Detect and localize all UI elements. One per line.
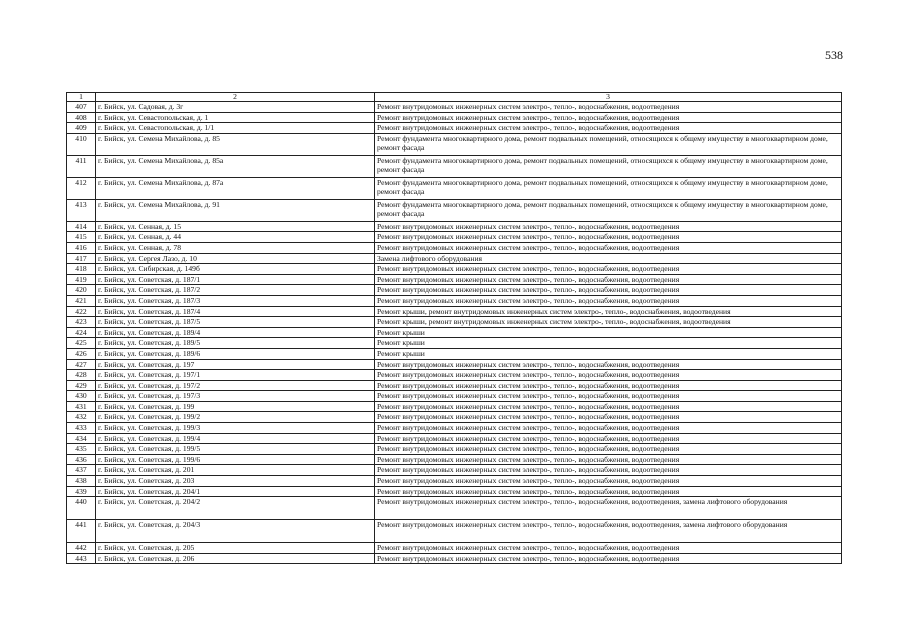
table-row <box>67 253 842 264</box>
repair-register-table <box>66 92 842 564</box>
address-cell: г. Бийск, ул. Советская, д. 201 <box>96 465 375 476</box>
work-type-cell: Ремонт внутридомовых инженерных систем электро-, тепло-, водоснабжения, водоотведения <box>375 465 842 476</box>
table-row <box>67 497 842 520</box>
address-cell: г. Бийск, ул. Семена Михайлова, д. 85 <box>96 133 375 155</box>
table-row <box>67 295 842 306</box>
table-row <box>67 401 842 412</box>
table-row <box>67 133 842 155</box>
row-number-cell: 412 <box>67 177 96 199</box>
table-row <box>67 520 842 543</box>
table-row <box>67 264 842 275</box>
row-number-cell: 433 <box>67 423 96 434</box>
work-type-cell: Ремонт фундамента многоквартирного дома, ремонт подвальных помещений, относящихся к общему имуществу в многоквартирном доме, ремонт фасада <box>375 155 842 177</box>
row-number-cell: 443 <box>67 553 96 564</box>
work-type-cell: Ремонт внутридомовых инженерных систем электро-, тепло-, водоснабжения, водоотведения <box>375 242 842 253</box>
table-row <box>67 285 842 296</box>
table-row <box>67 327 842 338</box>
row-number-cell: 418 <box>67 264 96 275</box>
address-cell: г. Бийск, ул. Советская, д. 189/4 <box>96 327 375 338</box>
address-cell: г. Бийск, ул. Семена Михайлова, д. 91 <box>96 199 375 221</box>
work-type-cell: Ремонт внутридомовых инженерных систем электро-, тепло-, водоснабжения, водоотведения <box>375 476 842 487</box>
row-number-cell: 407 <box>67 102 96 113</box>
address-cell: г. Бийск, ул. Советская, д. 187/1 <box>96 274 375 285</box>
work-type-cell: Ремонт внутридомовых инженерных систем электро-, тепло-, водоснабжения, водоотведения <box>375 486 842 497</box>
row-number-cell: 434 <box>67 433 96 444</box>
work-type-cell: Ремонт крыши <box>375 338 842 349</box>
work-type-cell: Ремонт внутридомовых инженерных систем электро-, тепло-, водоснабжения, водоотведения <box>375 285 842 296</box>
table-row <box>67 102 842 113</box>
work-type-cell: Ремонт внутридомовых инженерных систем электро-, тепло-, водоснабжения, водоотведения <box>375 221 842 232</box>
work-type-cell: Ремонт внутридомовых инженерных систем электро-, тепло-, водоснабжения, водоотведения <box>375 454 842 465</box>
row-number-cell: 409 <box>67 123 96 134</box>
row-number-cell: 424 <box>67 327 96 338</box>
address-cell: г. Бийск, ул. Советская, д. 199/3 <box>96 423 375 434</box>
address-cell: г. Бийск, ул. Советская, д. 205 <box>96 543 375 554</box>
address-cell: г. Бийск, ул. Семена Михайлова, д. 85а <box>96 155 375 177</box>
address-cell: г. Бийск, ул. Севастопольская, д. 1 <box>96 112 375 123</box>
row-number-cell: 431 <box>67 401 96 412</box>
row-number-cell: 413 <box>67 199 96 221</box>
work-type-cell: Ремонт крыши, ремонт внутридомовых инженерных систем электро-, тепло-, водоснабжения, водоотведения <box>375 317 842 328</box>
work-type-cell: Ремонт внутридомовых инженерных систем электро-, тепло-, водоснабжения, водоотведения <box>375 444 842 455</box>
work-type-cell: Ремонт фундамента многоквартирного дома, ремонт подвальных помещений, относящихся к общему имуществу в многоквартирном доме, ремонт фасада <box>375 133 842 155</box>
row-number-cell: 427 <box>67 359 96 370</box>
work-type-cell: Ремонт фундамента многоквартирного дома, ремонт подвальных помещений, относящихся к общему имуществу в многоквартирном доме, ремонт фасада <box>375 177 842 199</box>
row-number-cell: 416 <box>67 242 96 253</box>
row-number-cell: 415 <box>67 232 96 243</box>
row-number-cell: 421 <box>67 295 96 306</box>
address-cell: г. Бийск, ул. Советская, д. 187/2 <box>96 285 375 296</box>
row-number-cell: 429 <box>67 380 96 391</box>
address-cell: г. Бийск, ул. Советская, д. 199/2 <box>96 412 375 423</box>
table-row <box>67 391 842 402</box>
row-number-cell: 426 <box>67 348 96 359</box>
work-type-cell: Ремонт внутридомовых инженерных систем электро-, тепло-, водоснабжения, водоотведения <box>375 543 842 554</box>
table-row <box>67 348 842 359</box>
table-row <box>67 433 842 444</box>
address-cell: г. Бийск, ул. Садовая, д. 3г <box>96 102 375 113</box>
column-header-address: 2 <box>96 93 375 102</box>
work-type-cell: Ремонт внутридомовых инженерных систем электро-, тепло-, водоснабжения, водоотведения <box>375 274 842 285</box>
work-type-cell: Ремонт внутридомовых инженерных систем электро-, тепло-, водоснабжения, водоотведения, замена лифтового оборудования <box>375 497 842 520</box>
row-number-cell: 437 <box>67 465 96 476</box>
page-number: 538 <box>825 48 843 62</box>
work-type-cell: Ремонт внутридомовых инженерных систем электро-, тепло-, водоснабжения, водоотведения <box>375 295 842 306</box>
row-number-cell: 408 <box>67 112 96 123</box>
address-cell: г. Бийск, ул. Советская, д. 204/1 <box>96 486 375 497</box>
row-number-cell: 436 <box>67 454 96 465</box>
work-type-cell: Ремонт внутридомовых инженерных систем электро-, тепло-, водоснабжения, водоотведения <box>375 102 842 113</box>
address-cell: г. Бийск, ул. Советская, д. 204/2 <box>96 497 375 520</box>
address-cell: г. Бийск, ул. Советская, д. 189/5 <box>96 338 375 349</box>
table-header-row <box>67 93 842 102</box>
row-number-cell: 439 <box>67 486 96 497</box>
table-row <box>67 274 842 285</box>
work-type-cell: Ремонт крыши, ремонт внутридомовых инженерных систем электро-, тепло-, водоснабжения, водоотведения <box>375 306 842 317</box>
address-cell: г. Бийск, ул. Советская, д. 197/3 <box>96 391 375 402</box>
row-number-cell: 441 <box>67 520 96 543</box>
table-row <box>67 370 842 381</box>
address-cell: г. Бийск, ул. Советская, д. 199 <box>96 401 375 412</box>
table-row <box>67 444 842 455</box>
work-type-cell: Ремонт внутридомовых инженерных систем электро-, тепло-, водоснабжения, водоотведения <box>375 412 842 423</box>
address-cell: г. Бийск, ул. Советская, д. 197/2 <box>96 380 375 391</box>
table-row <box>67 359 842 370</box>
work-type-cell: Ремонт внутридомовых инженерных систем электро-, тепло-, водоснабжения, водоотведения <box>375 401 842 412</box>
work-type-cell: Ремонт внутридомовых инженерных систем электро-, тепло-, водоснабжения, водоотведения <box>375 370 842 381</box>
table-row <box>67 177 842 199</box>
table-row <box>67 380 842 391</box>
row-number-cell: 423 <box>67 317 96 328</box>
table-row <box>67 412 842 423</box>
row-number-cell: 428 <box>67 370 96 381</box>
address-cell: г. Бийск, ул. Советская, д. 203 <box>96 476 375 487</box>
row-number-cell: 435 <box>67 444 96 455</box>
row-number-cell: 430 <box>67 391 96 402</box>
work-type-cell: Ремонт внутридомовых инженерных систем электро-, тепло-, водоснабжения, водоотведения <box>375 553 842 564</box>
row-number-cell: 432 <box>67 412 96 423</box>
table-row <box>67 543 842 554</box>
work-type-cell: Ремонт внутридомовых инженерных систем электро-, тепло-, водоснабжения, водоотведения <box>375 232 842 243</box>
row-number-cell: 420 <box>67 285 96 296</box>
table-row <box>67 486 842 497</box>
work-type-cell: Ремонт внутридомовых инженерных систем электро-, тепло-, водоснабжения, водоотведения <box>375 391 842 402</box>
table-row <box>67 123 842 134</box>
work-type-cell: Ремонт внутридомовых инженерных систем электро-, тепло-, водоснабжения, водоотведения <box>375 380 842 391</box>
work-type-cell: Ремонт внутридомовых инженерных систем электро-, тепло-, водоснабжения, водоотведения <box>375 112 842 123</box>
row-number-cell: 440 <box>67 497 96 520</box>
address-cell: г. Бийск, ул. Советская, д. 199/5 <box>96 444 375 455</box>
table-row <box>67 423 842 434</box>
address-cell: г. Бийск, ул. Советская, д. 189/6 <box>96 348 375 359</box>
address-cell: г. Бийск, ул. Сенная, д. 78 <box>96 242 375 253</box>
table-row <box>67 242 842 253</box>
work-type-cell: Ремонт внутридомовых инженерных систем электро-, тепло-, водоснабжения, водоотведения <box>375 264 842 275</box>
row-number-cell: 422 <box>67 306 96 317</box>
work-type-cell: Ремонт фундамента многоквартирного дома, ремонт подвальных помещений, относящихся к общему имуществу в многоквартирном доме, ремонт фасада <box>375 199 842 221</box>
row-number-cell: 417 <box>67 253 96 264</box>
row-number-cell: 438 <box>67 476 96 487</box>
work-type-cell: Замена лифтового оборудования <box>375 253 842 264</box>
address-cell: г. Бийск, ул. Сенная, д. 44 <box>96 232 375 243</box>
work-type-cell: Ремонт внутридомовых инженерных систем электро-, тепло-, водоснабжения, водоотведения <box>375 359 842 370</box>
work-type-cell: Ремонт внутридомовых инженерных систем электро-, тепло-, водоснабжения, водоотведения <box>375 423 842 434</box>
table-row <box>67 454 842 465</box>
address-cell: г. Бийск, ул. Советская, д. 206 <box>96 553 375 564</box>
work-type-cell: Ремонт крыши <box>375 348 842 359</box>
address-cell: г. Бийск, ул. Сибирская, д. 149б <box>96 264 375 275</box>
row-number-cell: 442 <box>67 543 96 554</box>
table-row <box>67 155 842 177</box>
table-row <box>67 476 842 487</box>
column-header-work: 3 <box>375 93 842 102</box>
address-cell: г. Бийск, ул. Советская, д. 187/5 <box>96 317 375 328</box>
row-number-cell: 411 <box>67 155 96 177</box>
table-row <box>67 232 842 243</box>
work-type-cell: Ремонт крыши <box>375 327 842 338</box>
address-cell: г. Бийск, ул. Советская, д. 199/6 <box>96 454 375 465</box>
table-row <box>67 306 842 317</box>
table-row <box>67 553 842 564</box>
table-row <box>67 465 842 476</box>
address-cell: г. Бийск, ул. Советская, д. 187/4 <box>96 306 375 317</box>
address-cell: г. Бийск, ул. Севастопольская, д. 1/1 <box>96 123 375 134</box>
table-row <box>67 317 842 328</box>
row-number-cell: 414 <box>67 221 96 232</box>
address-cell: г. Бийск, ул. Советская, д. 187/3 <box>96 295 375 306</box>
address-cell: г. Бийск, ул. Семена Михайлова, д. 87а <box>96 177 375 199</box>
address-cell: г. Бийск, ул. Советская, д. 199/4 <box>96 433 375 444</box>
work-type-cell: Ремонт внутридомовых инженерных систем электро-, тепло-, водоснабжения, водоотведения, замена лифтового оборудования <box>375 520 842 543</box>
work-type-cell: Ремонт внутридомовых инженерных систем электро-, тепло-, водоснабжения, водоотведения <box>375 433 842 444</box>
address-cell: г. Бийск, ул. Советская, д. 197 <box>96 359 375 370</box>
table-row <box>67 338 842 349</box>
address-cell: г. Бийск, ул. Советская, д. 204/3 <box>96 520 375 543</box>
row-number-cell: 425 <box>67 338 96 349</box>
row-number-cell: 410 <box>67 133 96 155</box>
column-header-number: 1 <box>67 93 96 102</box>
address-cell: г. Бийск, ул. Сергея Лазо, д. 10 <box>96 253 375 264</box>
row-number-cell: 419 <box>67 274 96 285</box>
address-cell: г. Бийск, ул. Советская, д. 197/1 <box>96 370 375 381</box>
work-type-cell: Ремонт внутридомовых инженерных систем электро-, тепло-, водоснабжения, водоотведения <box>375 123 842 134</box>
table-row <box>67 112 842 123</box>
table-row <box>67 221 842 232</box>
table-row <box>67 199 842 221</box>
address-cell: г. Бийск, ул. Сенная, д. 15 <box>96 221 375 232</box>
